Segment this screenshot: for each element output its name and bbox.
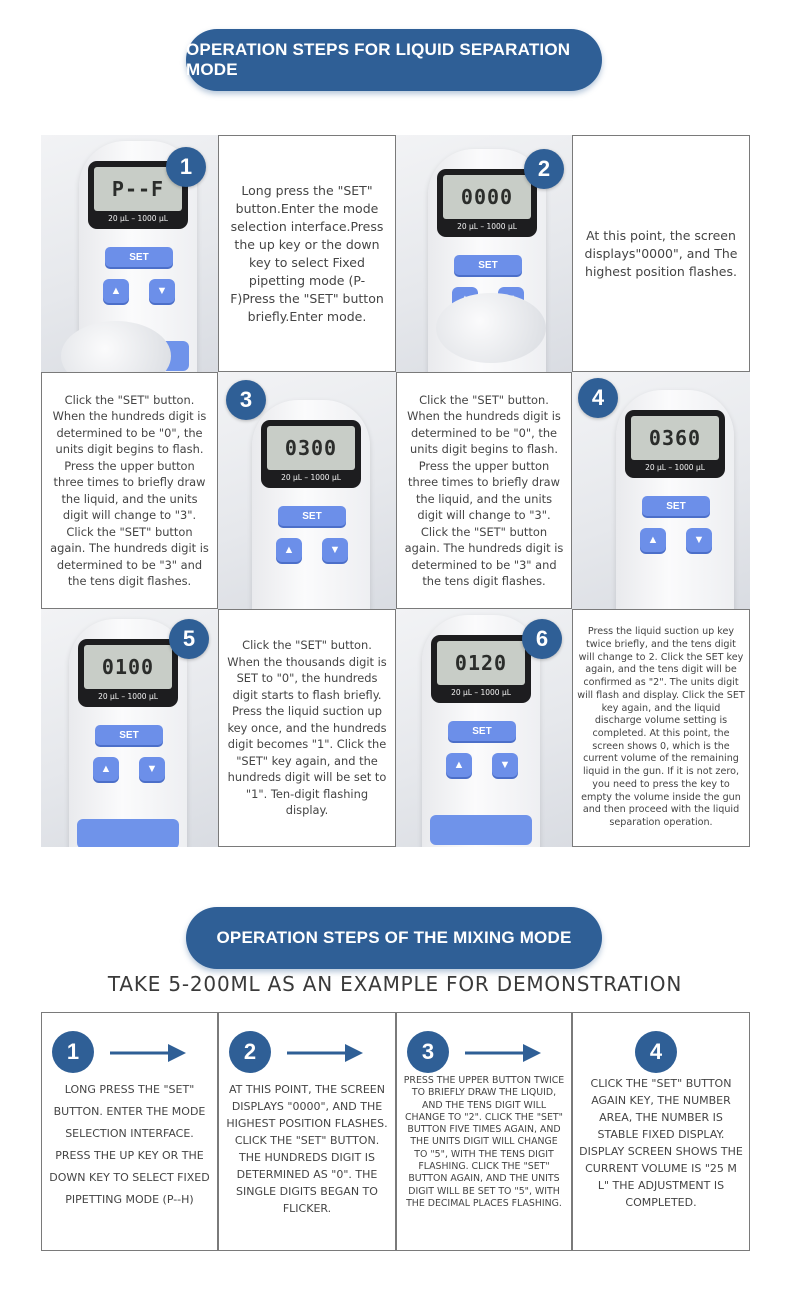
mix-step-3 bbox=[396, 1012, 572, 1251]
step-1-photo bbox=[41, 135, 218, 372]
step-1-text: Long press the "SET" button.Enter the mode selection interface.Press the up key or the down key to select Fixed pipetting mode (P-F)Press the "SET" button briefly.Enter mode. bbox=[230, 182, 384, 324]
set-key: SET bbox=[448, 721, 516, 741]
pipette-image bbox=[422, 615, 540, 847]
lcd-readout: 0000 bbox=[443, 175, 531, 219]
liquid-separation-title: OPERATION STEPS FOR LIQUID SEPARATION MODE bbox=[186, 29, 602, 91]
down-key-icon: ▼ bbox=[149, 279, 175, 303]
pipette-base bbox=[430, 815, 532, 845]
step-3-badge: 3 bbox=[226, 380, 266, 420]
down-key-icon: ▼ bbox=[686, 528, 712, 552]
step-2-description bbox=[572, 135, 750, 372]
step-6-badge: 6 bbox=[522, 619, 562, 659]
lcd-range-label: 20 μL – 1000 μL bbox=[645, 463, 705, 472]
arrow-right-icon bbox=[463, 1042, 543, 1064]
lcd-readout: 0300 bbox=[267, 426, 355, 470]
lcd-range-label: 20 μL – 1000 μL bbox=[457, 222, 517, 231]
mix-step-2 bbox=[218, 1012, 396, 1251]
mix-step-4-badge: 4 bbox=[635, 1031, 677, 1073]
mix-step-1-text: LONG PRESS THE "SET" BUTTON. ENTER THE MODE SELECTION INTERFACE. PRESS THE UP KEY OR THE DOWN KEY TO SELECT FIXED PIPETTING MODE (P--H) bbox=[49, 1083, 210, 1206]
mix-step-3-badge: 3 bbox=[407, 1031, 449, 1073]
lcd-range-label: 20 μL – 1000 μL bbox=[281, 473, 341, 482]
set-key: SET bbox=[278, 506, 346, 526]
step-2-badge: 2 bbox=[524, 149, 564, 189]
down-key-icon: ▼ bbox=[139, 757, 165, 781]
set-key: SET bbox=[95, 725, 163, 745]
lcd-readout: 0120 bbox=[437, 641, 525, 685]
step-5-photo bbox=[41, 609, 218, 847]
up-key-icon: ▲ bbox=[103, 279, 129, 303]
step-2-photo bbox=[396, 135, 572, 372]
step-2-text: At this point, the screen displays"0000", and The highest position flashes. bbox=[584, 227, 738, 279]
step-5-description bbox=[218, 609, 396, 847]
step-3-text: Click the "SET" button. When the hundreds digit is determined to be "0", the units digit begins to flash. Press the upper button three times to briefly draw the liquid, and the units digit will change to "3". Click the "SET" button again. The hundreds digit is determined to be "3" and the tens digit flashes. bbox=[50, 392, 209, 588]
arrow-right-icon bbox=[108, 1042, 188, 1064]
step-4-badge: 4 bbox=[578, 378, 618, 418]
glove-finger-image bbox=[436, 293, 546, 363]
pipette-image bbox=[252, 400, 370, 609]
step-4-text: Click the "SET" button. When the hundreds digit is determined to be "0", the units digit begins to flash. Press the upper button three times to briefly draw the liquid, and the units digit will change to "3". Click the "SET" button again. The hundreds digit is determined to be "3" and the tens digit flashes. bbox=[404, 392, 564, 588]
pipette-image bbox=[69, 619, 187, 847]
set-key: SET bbox=[105, 247, 173, 267]
step-4-description bbox=[396, 372, 572, 609]
step-6-text: Press the liquid suction up key twice briefly, and the tens digit will change to 2. Click the SET key again, and the tens digit will be confirmed as "2". The units digit will flash and display. Click the SET key again, and the liquid discharge volume setting is completed. At this point, the screen shows 0, which is the current volume of the remaining liquid in the gun. If it is not zero, you need to press the key to empty the volume inside the gun and then proceed with the liquid separation operation. bbox=[577, 626, 745, 828]
arrow-right-icon bbox=[285, 1042, 365, 1064]
mixing-mode-title: OPERATION STEPS OF THE MIXING MODE bbox=[186, 907, 602, 969]
step-6-photo bbox=[396, 609, 572, 847]
lcd-display bbox=[78, 639, 178, 707]
up-key-icon: ▲ bbox=[446, 753, 472, 777]
down-key-icon: ▼ bbox=[492, 753, 518, 777]
mix-step-2-text: AT THIS POINT, THE SCREEN DISPLAYS "0000", AND THE HIGHEST POSITION FLASHES. CLICK THE "SET" BUTTON. THE HUNDREDS DIGIT IS DETERMINED AS "0". THE SINGLE DIGITS BEGAN TO FLICKER. bbox=[226, 1083, 388, 1215]
mixing-mode-subtitle: TAKE 5-200ML AS AN EXAMPLE FOR DEMONSTRATION bbox=[107, 972, 683, 996]
pipette-image bbox=[616, 390, 734, 609]
lcd-readout: P--F bbox=[94, 167, 182, 211]
set-key: SET bbox=[454, 255, 522, 275]
step-5-badge: 5 bbox=[169, 619, 209, 659]
mix-step-4 bbox=[572, 1012, 750, 1251]
pipette-base bbox=[77, 819, 179, 847]
step-6-description bbox=[572, 609, 750, 847]
lcd-range-label: 20 μL – 1000 μL bbox=[451, 688, 511, 697]
up-key-icon: ▲ bbox=[640, 528, 666, 552]
lcd-readout: 0360 bbox=[631, 416, 719, 460]
lcd-range-label: 20 μL – 1000 μL bbox=[108, 214, 168, 223]
set-key: SET bbox=[642, 496, 710, 516]
step-4-photo bbox=[572, 372, 750, 609]
lcd-readout: 0100 bbox=[84, 645, 172, 689]
mix-step-1-badge: 1 bbox=[52, 1031, 94, 1073]
lcd-display bbox=[625, 410, 725, 478]
step-5-text: Click the "SET" button. When the thousands digit is SET to "0", the hundreds digit starts to flash briefly. Press the liquid suction up key once, and the hundreds digit becomes "1". Click the "SET" key again, and the hundreds digit will be set to "1". Ten-digit flashing display. bbox=[227, 638, 387, 818]
lcd-range-label: 20 μL – 1000 μL bbox=[98, 692, 158, 701]
mix-step-3-text: PRESS THE UPPER BUTTON TWICE TO BRIEFLY DRAW THE LIQUID, AND THE TENS DIGIT WILL CHANGE TO "2". CLICK THE "SET" BUTTON FIVE TIMES AGAIN, AND THE UNITS DIGIT WILL CHANGE TO "5", WITH THE TENS DIGIT FLASHING. CLICK THE "SET" BUTTON AGAIN, AND THE UNITS DIGIT WILL BE SET TO "5", WITH THE DECIMAL PLACES FLASHING. bbox=[403, 1075, 565, 1209]
lcd-display bbox=[437, 169, 537, 237]
step-1-description bbox=[218, 135, 396, 372]
up-key-icon: ▲ bbox=[93, 757, 119, 781]
lcd-display bbox=[431, 635, 531, 703]
step-3-description bbox=[41, 372, 218, 609]
mix-step-2-badge: 2 bbox=[229, 1031, 271, 1073]
mix-step-1 bbox=[41, 1012, 218, 1251]
down-key-icon: ▼ bbox=[322, 538, 348, 562]
up-key-icon: ▲ bbox=[276, 538, 302, 562]
step-1-badge: 1 bbox=[166, 147, 206, 187]
step-3-photo bbox=[218, 372, 396, 609]
lcd-display bbox=[261, 420, 361, 488]
mix-step-4-text: CLICK THE "SET" BUTTON AGAIN KEY, THE NUMBER AREA, THE NUMBER IS STABLE FIXED DISPLAY. DISPLAY SCREEN SHOWS THE CURRENT VOLUME IS "25 M L" THE ADJUSTMENT IS COMPLETED. bbox=[579, 1077, 743, 1209]
